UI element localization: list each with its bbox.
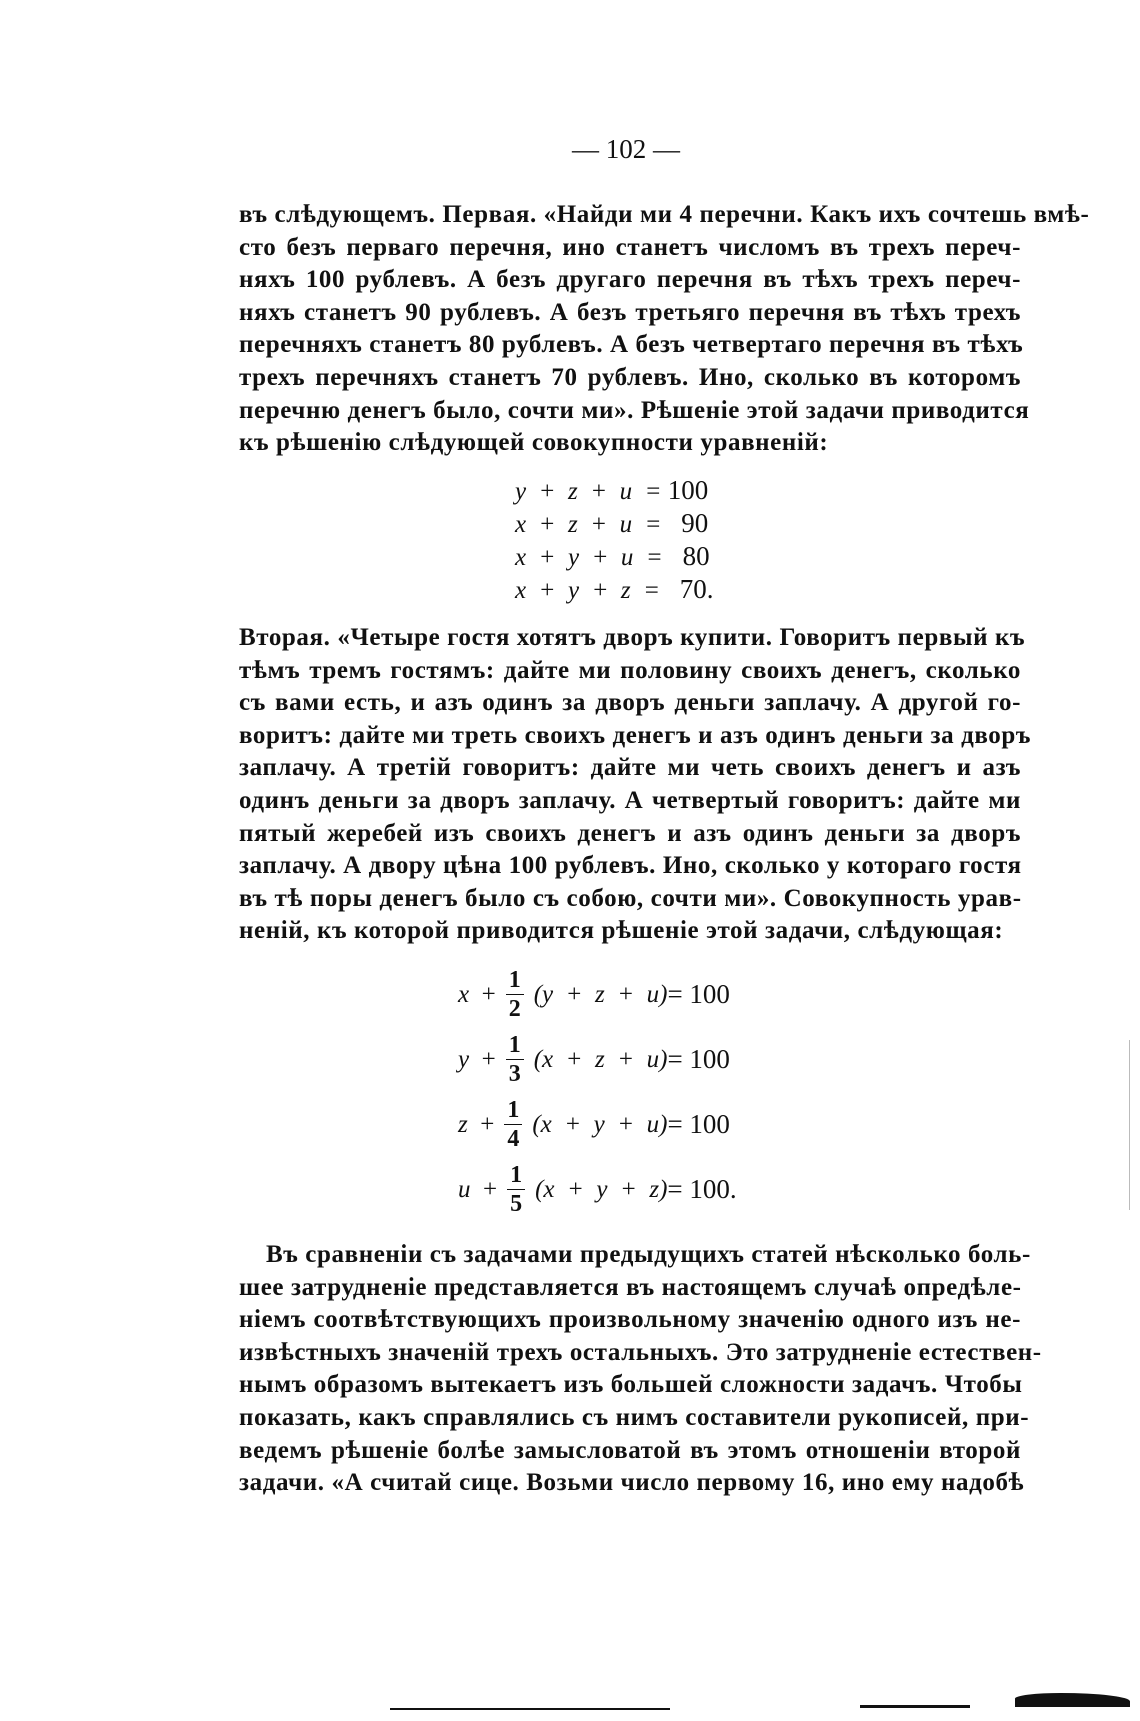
text-line: няхъ станетъ 90 рублевъ. А безъ третьяго перечня въ тѣхъ трехъ [239,298,1021,326]
fraction-numerator: 1 [507,1097,520,1123]
text-line: тѣмъ тремъ гостямъ: дайте ми половину своихъ денегъ, сколько [239,656,1021,684]
fraction-equation: y + $\frac{1}{3}$ (x + z + u) = 100 [458,1032,730,1087]
equation-group: (x + z + u) [533,1045,668,1073]
text-line: задачи. «А считай сице. Возьми число первому 16, ино ему надобѣ [239,1469,1025,1497]
fraction-numerator: 1 [508,1032,521,1058]
text-line: въ слѣдующемъ. Первая. «Найди ми 4 перечни. Какъ ихъ сочтешь вмѣ- [239,201,1090,228]
fraction [506,1033,524,1086]
paragraph-first-problem [239,199,1090,460]
equation-variable: z [458,1110,468,1138]
text-line: ведемъ рѣшеніе болѣе замысловатой въ этомъ отношеніи второй [239,1436,1021,1464]
text-line: заплачу. А третій говоритъ: дайте ми четь своихъ денегъ и азъ [239,754,1021,782]
equation-variable: u [458,1175,471,1203]
text-line: извѣстныхъ значеній трехъ остальныхъ. Это затрудненіе естествен- [239,1338,1042,1366]
page-number: — 102 — [572,134,680,164]
equation-variable: y [458,1045,470,1073]
fraction-bar [504,1124,522,1125]
fraction-equation: x + $\frac{1}{2}$ (y + z + u) = 100 [458,967,730,1022]
scan-edge-artifact [1129,1040,1130,1210]
fraction-denominator: 2 [508,996,521,1022]
text-line: неній, къ которой приводится рѣшеніе этой задачи, слѣдующая: [239,917,1004,945]
equation-group: (x + y + z) [535,1175,668,1203]
equation [515,540,714,573]
text-line: шее затрудненіе представляется въ настоящемъ случаѣ опредѣле- [239,1273,1022,1301]
fraction [506,968,524,1021]
equation [515,573,714,606]
equation [515,507,714,540]
fraction-denominator: 4 [507,1126,520,1152]
text-line: къ рѣшенію слѣдующей совокупности уравненій: [239,429,829,457]
scan-edge-artifact [1015,1693,1130,1707]
equation-lhs: x + z + u = [515,511,662,538]
equation-group: (x + y + u) [532,1110,668,1138]
equation-lhs: y + z + u = [515,478,662,505]
scan-edge-artifact [390,1708,670,1710]
equation-rhs: = 100. [667,1174,737,1204]
equation-rhs: 100 [667,475,709,505]
equation-system-2 [458,962,737,1222]
equation-system-1 [515,474,714,606]
text-line: ніемъ соотвѣтствующихъ произвольному значенію одного изъ не- [239,1306,1021,1334]
text-line: заплачу. А двору цѣна 100 рублевъ. Ино, сколько у котораго гостя [239,852,1022,880]
equation-lhs: x + y + u = [515,544,663,571]
equation-rhs: = 100 [667,1044,730,1074]
fraction-bar [506,1059,524,1060]
text-line: въ тѣ поры денегъ было съ собою, сочти ми». Совокупность урав- [239,884,1022,912]
paragraph-second-problem [239,622,1032,948]
fraction-equation: u + $\frac{1}{5}$ (x + y + z) = 100. [458,1162,737,1217]
equation-group: (y + z + u) [533,980,668,1008]
text-line: одинъ деньги за дворъ заплачу. А четвертый говоритъ: дайте ми [239,786,1021,814]
fraction-equation: z + $\frac{1}{4}$ (x + y + u) = 100 [458,1097,730,1152]
text-line: пятый жеребей изъ своихъ денегъ и азъ одинъ деньги за дворъ [239,819,1021,847]
text-line: сто безъ перваго перечня, ино станетъ числомъ въ трехъ переч- [239,233,1021,261]
text-line: Въ сравненіи съ задачами предыдущихъ статей нѣсколько боль- [266,1241,1031,1268]
text-line: съ вами есть, и азъ одинъ за дворъ деньги заплачу. А другой го- [239,689,1021,717]
fraction [507,1163,525,1216]
text-line: перечняхъ станетъ 80 рублевъ. А безъ четвертаго перечня въ тѣхъ [239,331,1024,359]
equation-rhs: = 100 [667,979,730,1009]
equation-rhs: 70. [666,574,714,604]
fraction-numerator: 1 [510,1162,523,1188]
text-line: показать, какъ справлялись съ нимъ составители рукописей, при- [239,1403,1030,1431]
text-line: перечню денегъ было, сочти ми». Рѣшеніе этой задачи приводится [239,396,1030,424]
text-line: нымъ образомъ вытекаетъ изъ большей сложности задачъ. Чтобы [239,1371,1023,1399]
fraction-denominator: 3 [508,1061,521,1087]
text-line: Вторая. «Четыре гостя хотятъ дворъ купити. Говоритъ первый къ [239,624,1026,651]
equation-variable: x [458,980,470,1008]
equation-rhs: = 100 [667,1109,730,1139]
text-line: трехъ перечняхъ станетъ 70 рублевъ. Ино, сколько въ которомъ [239,363,1021,391]
fraction-bar [507,1189,525,1190]
equation-rhs: 80 [669,541,710,571]
fraction-denominator: 5 [510,1191,523,1217]
fraction-numerator: 1 [508,967,521,993]
text-line: няхъ 100 рублевъ. А безъ другаго перечня въ тѣхъ трехъ переч- [239,266,1021,294]
fraction-bar [506,994,524,995]
equation-rhs: 90 [667,508,709,538]
paragraph-commentary [239,1239,1042,1500]
equation [515,474,714,507]
scan-edge-artifact [860,1705,970,1708]
fraction [504,1098,522,1151]
text-line: воритъ: дайте ми треть своихъ денегъ и азъ одинъ деньги за дворъ [239,721,1032,749]
equation-lhs: x + y + z = [515,577,661,604]
